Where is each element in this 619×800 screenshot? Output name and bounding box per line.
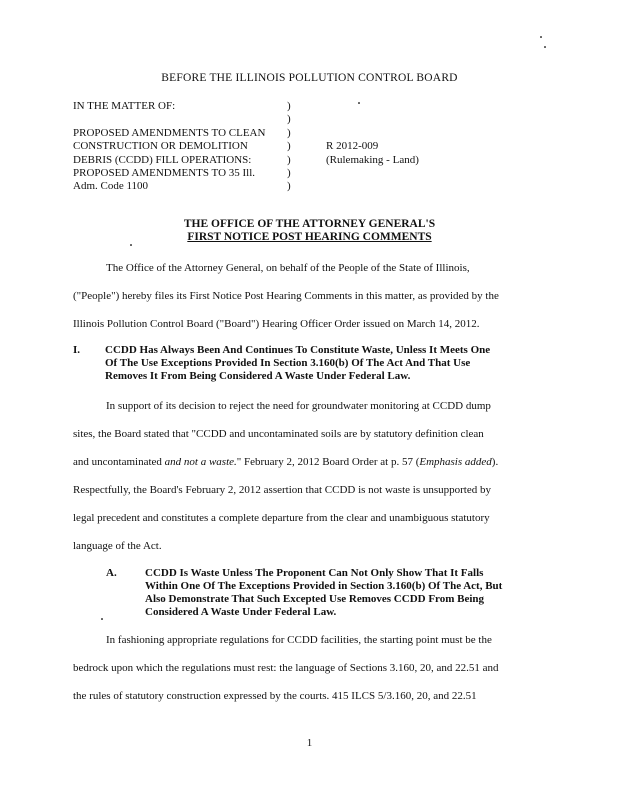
caption-row (73, 167, 493, 180)
docket-type: (Rulemaking - Land) (326, 153, 419, 166)
subsection-number: A. (106, 567, 117, 579)
scan-speck (544, 46, 546, 48)
body-line: language of the Act. (73, 540, 162, 552)
body-line: Respectfully, the Board's February 2, 2012 assertion that CCDD is not waste is unsupported by (73, 484, 491, 496)
scan-speck (101, 618, 103, 620)
caption-left: CONSTRUCTION OR DEMOLITION (73, 140, 248, 153)
docket-number: R 2012-009 (326, 140, 379, 153)
caption-row (73, 154, 493, 167)
heading-office: THE OFFICE OF THE ATTORNEY GENERAL'S (183, 218, 436, 230)
caption-left: PROPOSED AMENDMENTS TO 35 Ill. (73, 166, 256, 179)
scan-speck (358, 102, 360, 104)
scan-speck (130, 244, 132, 246)
subsection-heading-line: CCDD Is Waste Unless The Proponent Can Not Only Show That It Falls (145, 567, 484, 579)
body-line: In fashioning appropriate regulations for CCDD facilities, the starting point must be the (106, 634, 492, 646)
section-heading-line: Removes It From Being Considered A Waste Under Federal Law. (105, 370, 411, 382)
caption-left: PROPOSED AMENDMENTS TO CLEAN (73, 126, 266, 139)
caption-paren: ) (287, 166, 291, 179)
body-line: the rules of statutory construction expressed by the courts. 415 ILCS 5/3.160, 20, and 22.51 (73, 690, 477, 702)
heading-comments (0, 231, 619, 243)
subsection-heading-line: Within One Of The Exceptions Provided in Section 3.160(b) Of The Act, But (145, 580, 503, 592)
scan-speck (540, 36, 542, 38)
section-heading-line: Of The Use Exceptions Provided In Section 3.160(b) Of The Act And That Use (105, 357, 471, 369)
caption-paren: ) (287, 153, 291, 166)
caption-row (73, 140, 493, 153)
intro-line: Illinois Pollution Control Board ("Board") Hearing Officer Order issued on March 14, 2012. (73, 318, 480, 330)
case-caption (73, 100, 493, 194)
caption-row (73, 100, 493, 113)
body-line: sites, the Board stated that "CCDD and uncontaminated soils are by statutory definition clean (73, 428, 484, 440)
caption-left: Adm. Code 1100 (73, 180, 149, 193)
caption-paren: ) (287, 140, 291, 153)
caption-left: IN THE MATTER OF: (73, 100, 176, 112)
italic-span: and not a waste. (164, 456, 237, 468)
body-line: In support of its decision to reject the need for groundwater monitoring at CCDD dump (106, 400, 491, 412)
board-title: BEFORE THE ILLINOIS POLLUTION CONTROL BOARD (161, 72, 458, 84)
section-number: I. (73, 344, 81, 356)
caption-row (73, 180, 493, 193)
page-number: 1 (306, 737, 313, 749)
caption-paren: ) (287, 126, 291, 139)
body-line-mixed (73, 456, 498, 468)
body-line: legal precedent and constitutes a complete departure from the clear and unambiguous statutory (73, 512, 490, 524)
body-line: bedrock upon which the regulations must rest: the language of Sections 3.160, 20, and 22.51 and (73, 662, 499, 674)
italic-span: Emphasis added (419, 456, 492, 468)
text-span: ). (491, 456, 499, 468)
intro-line: The Office of the Attorney General, on behalf of the People of the State of Illinois, (106, 262, 470, 274)
caption-row (73, 127, 493, 140)
caption-left: DEBRIS (CCDD) FILL OPERATIONS: (73, 153, 252, 166)
subsection-heading-line: Also Demonstrate That Such Excepted Use Removes CCDD From Being (145, 593, 485, 605)
subsection-heading-line: Considered A Waste Under Federal Law. (145, 606, 337, 618)
heading-comments-text: FIRST NOTICE POST HEARING COMMENTS (187, 231, 432, 243)
caption-paren: ) (287, 100, 291, 112)
text-span: and uncontaminated (73, 456, 165, 468)
caption-paren: ) (287, 180, 291, 193)
caption-row (73, 113, 493, 126)
text-span: " February 2, 2012 Board Order at p. 57 ( (236, 456, 420, 468)
intro-line: ("People") hereby files its First Notice Post Hearing Comments in this matter, as provided by the (73, 290, 499, 302)
section-heading-line: CCDD Has Always Been And Continues To Constitute Waste, Unless It Meets One (105, 344, 491, 356)
caption-paren: ) (287, 113, 291, 126)
